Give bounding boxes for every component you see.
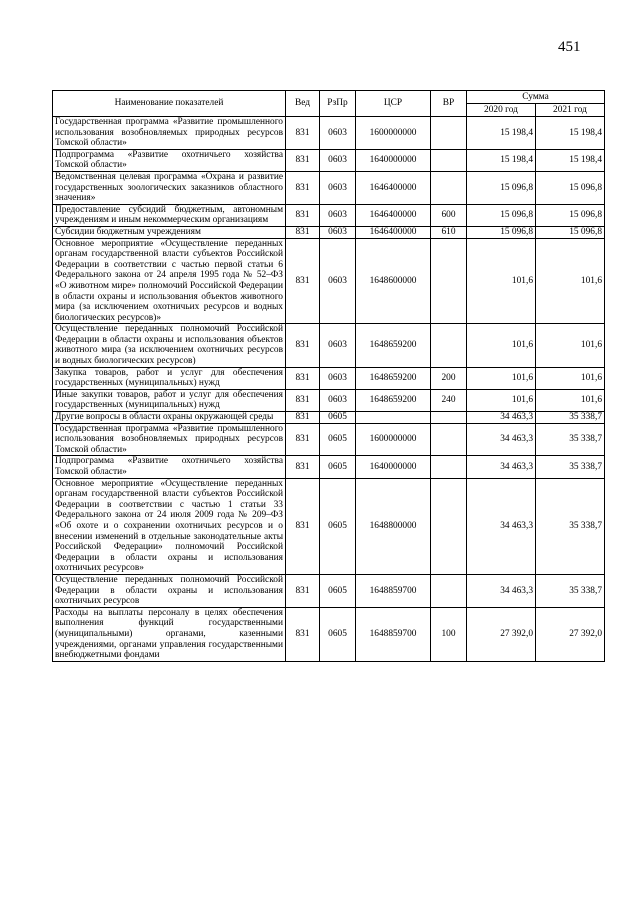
row-rzpr: 0605 <box>320 412 356 424</box>
row-vr <box>431 412 467 424</box>
row-sum-2020: 34 463,3 <box>467 574 536 607</box>
row-csr: 1646400000 <box>356 226 431 238</box>
row-ved: 831 <box>286 456 320 478</box>
row-csr: 1648659200 <box>356 367 431 389</box>
row-sum-2021: 15 096,8 <box>536 171 605 204</box>
header-sum: Сумма <box>467 91 605 104</box>
header-row <box>53 91 605 104</box>
row-csr: 1640000000 <box>356 456 431 478</box>
row-rzpr: 0605 <box>320 423 356 456</box>
row-sum-2020: 27 392,0 <box>467 607 536 661</box>
row-name: Осуществление переданных полномочий Российской Федерации в области охраны и использования объектов животного мира (за исключением охотничьих ресурсов и водных биологических ресурсов) <box>53 324 286 367</box>
row-ved: 831 <box>286 226 320 238</box>
row-ved: 831 <box>286 324 320 367</box>
row-name: Государственная программа «Развитие промышленного использования возобновляемых природных ресурсов Томской области» <box>53 423 286 456</box>
row-name: Основное мероприятие «Осуществление переданных органам государственной власти субъектов Российской Федерации в соответствии с частью 1 статьи 33 Федерального закона от 24 июля 2009 года № 209–ФЗ «Об охоте и о сохранении охотничьих ресурсов и о внесении изменений в отдельные законодательные акты Российской Федерации» полномочий Российской Федерации в области охраны и использования охотничьих ресурсов» <box>53 478 286 574</box>
row-ved: 831 <box>286 117 320 150</box>
row-sum-2020: 34 463,3 <box>467 456 536 478</box>
row-rzpr: 0603 <box>320 204 356 226</box>
row-csr: 1646400000 <box>356 204 431 226</box>
row-csr: 1640000000 <box>356 149 431 171</box>
row-rzpr: 0605 <box>320 607 356 661</box>
row-sum-2021: 101,6 <box>536 389 605 411</box>
row-csr: 1648800000 <box>356 478 431 574</box>
row-csr: 1648659200 <box>356 324 431 367</box>
row-csr: 1600000000 <box>356 423 431 456</box>
table-row <box>53 238 605 324</box>
table-row <box>53 423 605 456</box>
header-name: Наименование показателей <box>53 91 286 117</box>
row-sum-2021: 101,6 <box>536 238 605 324</box>
row-ved: 831 <box>286 607 320 661</box>
table-row <box>53 574 605 607</box>
row-sum-2020: 101,6 <box>467 389 536 411</box>
row-name: Осуществление переданных полномочий Российской Федерации в области охраны и использования охотничьих ресурсов <box>53 574 286 607</box>
row-rzpr: 0605 <box>320 478 356 574</box>
row-sum-2020: 15 096,8 <box>467 204 536 226</box>
row-name: Подпрограмма «Развитие охотничьего хозяйства Томской области» <box>53 149 286 171</box>
table-row <box>53 226 605 238</box>
row-name: Подпрограмма «Развитие охотничьего хозяйства Томской области» <box>53 456 286 478</box>
header-ved: Вед <box>286 91 320 117</box>
row-rzpr: 0603 <box>320 238 356 324</box>
page-number: 451 <box>558 39 581 55</box>
table-row <box>53 456 605 478</box>
row-name: Основное мероприятие «Осуществление переданных органам государственной власти субъектов Российской Федерации в соответствии с частью первой статьи 6 Федерального закона от 24 апреля 1995 года № 52–ФЗ «О животном мире» полномочий Российской Федерации в области охраны и использования объектов животного мира (за исключением охотничьих ресурсов и водных биологических ресурсов)» <box>53 238 286 324</box>
row-vr <box>431 149 467 171</box>
table-row <box>53 412 605 424</box>
row-sum-2021: 101,6 <box>536 367 605 389</box>
row-vr: 600 <box>431 204 467 226</box>
row-name: Ведомственная целевая программа «Охрана и развитие государственных зоологических заказников областного значения» <box>53 171 286 204</box>
row-sum-2021: 101,6 <box>536 324 605 367</box>
header-year-2020: 2020 год <box>467 104 536 117</box>
row-rzpr: 0603 <box>320 171 356 204</box>
table-row <box>53 389 605 411</box>
row-sum-2021: 15 198,4 <box>536 117 605 150</box>
row-sum-2021: 35 338,7 <box>536 574 605 607</box>
row-vr <box>431 238 467 324</box>
header-rzpr: РзПр <box>320 91 356 117</box>
row-sum-2020: 101,6 <box>467 367 536 389</box>
row-ved: 831 <box>286 412 320 424</box>
row-ved: 831 <box>286 171 320 204</box>
row-csr: 1648659200 <box>356 389 431 411</box>
table-row <box>53 117 605 150</box>
row-sum-2021: 35 338,7 <box>536 423 605 456</box>
row-sum-2021: 35 338,7 <box>536 412 605 424</box>
row-vr: 240 <box>431 389 467 411</box>
row-csr: 1646400000 <box>356 171 431 204</box>
row-sum-2020: 34 463,3 <box>467 423 536 456</box>
row-csr: 1600000000 <box>356 117 431 150</box>
row-sum-2021: 15 096,8 <box>536 204 605 226</box>
row-csr: 1648859700 <box>356 607 431 661</box>
row-ved: 831 <box>286 238 320 324</box>
row-name: Другие вопросы в области охраны окружающей среды <box>53 412 286 424</box>
row-sum-2020: 34 463,3 <box>467 478 536 574</box>
row-vr <box>431 574 467 607</box>
row-ved: 831 <box>286 574 320 607</box>
row-sum-2021: 27 392,0 <box>536 607 605 661</box>
budget-table <box>52 90 605 662</box>
row-sum-2020: 101,6 <box>467 324 536 367</box>
row-sum-2020: 101,6 <box>467 238 536 324</box>
table-row <box>53 324 605 367</box>
row-sum-2021: 35 338,7 <box>536 456 605 478</box>
row-ved: 831 <box>286 367 320 389</box>
row-csr <box>356 412 431 424</box>
header-vr: ВР <box>431 91 467 117</box>
row-vr: 100 <box>431 607 467 661</box>
row-vr: 610 <box>431 226 467 238</box>
row-vr <box>431 324 467 367</box>
table-row <box>53 478 605 574</box>
row-rzpr: 0605 <box>320 456 356 478</box>
row-ved: 831 <box>286 389 320 411</box>
row-rzpr: 0603 <box>320 367 356 389</box>
row-sum-2021: 15 096,8 <box>536 226 605 238</box>
row-vr <box>431 423 467 456</box>
row-csr: 1648600000 <box>356 238 431 324</box>
row-sum-2020: 15 198,4 <box>467 117 536 150</box>
row-ved: 831 <box>286 478 320 574</box>
row-ved: 831 <box>286 204 320 226</box>
row-name: Закупка товаров, работ и услуг для обеспечения государственных (муниципальных) нужд <box>53 367 286 389</box>
row-vr <box>431 456 467 478</box>
row-vr <box>431 117 467 150</box>
row-name: Государственная программа «Развитие промышленного использования возобновляемых природных ресурсов Томской области» <box>53 117 286 150</box>
table-row <box>53 367 605 389</box>
row-rzpr: 0603 <box>320 389 356 411</box>
row-sum-2021: 15 198,4 <box>536 149 605 171</box>
row-rzpr: 0605 <box>320 574 356 607</box>
table-row <box>53 607 605 661</box>
row-name: Предоставление субсидий бюджетным, автономным учреждениям и иным некоммерческим организациям <box>53 204 286 226</box>
row-vr <box>431 478 467 574</box>
row-ved: 831 <box>286 423 320 456</box>
row-sum-2020: 15 096,8 <box>467 226 536 238</box>
row-name: Субсидии бюджетным учреждениям <box>53 226 286 238</box>
row-ved: 831 <box>286 149 320 171</box>
row-vr: 200 <box>431 367 467 389</box>
header-year-2021: 2021 год <box>536 104 605 117</box>
row-name: Расходы на выплаты персоналу в целях обеспечения выполнения функций государственными (муниципальными) органами, казенными учреждениями, органами управления государственными внебюджетными фондами <box>53 607 286 661</box>
row-csr: 1648859700 <box>356 574 431 607</box>
row-rzpr: 0603 <box>320 324 356 367</box>
row-name: Иные закупки товаров, работ и услуг для обеспечения государственных (муниципальных) нужд <box>53 389 286 411</box>
table-row <box>53 171 605 204</box>
row-sum-2020: 15 096,8 <box>467 171 536 204</box>
table-row <box>53 149 605 171</box>
row-rzpr: 0603 <box>320 149 356 171</box>
row-sum-2020: 34 463,3 <box>467 412 536 424</box>
row-rzpr: 0603 <box>320 117 356 150</box>
row-sum-2020: 15 198,4 <box>467 149 536 171</box>
header-csr: ЦСР <box>356 91 431 117</box>
row-vr <box>431 171 467 204</box>
table-row <box>53 204 605 226</box>
row-sum-2021: 35 338,7 <box>536 478 605 574</box>
row-rzpr: 0603 <box>320 226 356 238</box>
